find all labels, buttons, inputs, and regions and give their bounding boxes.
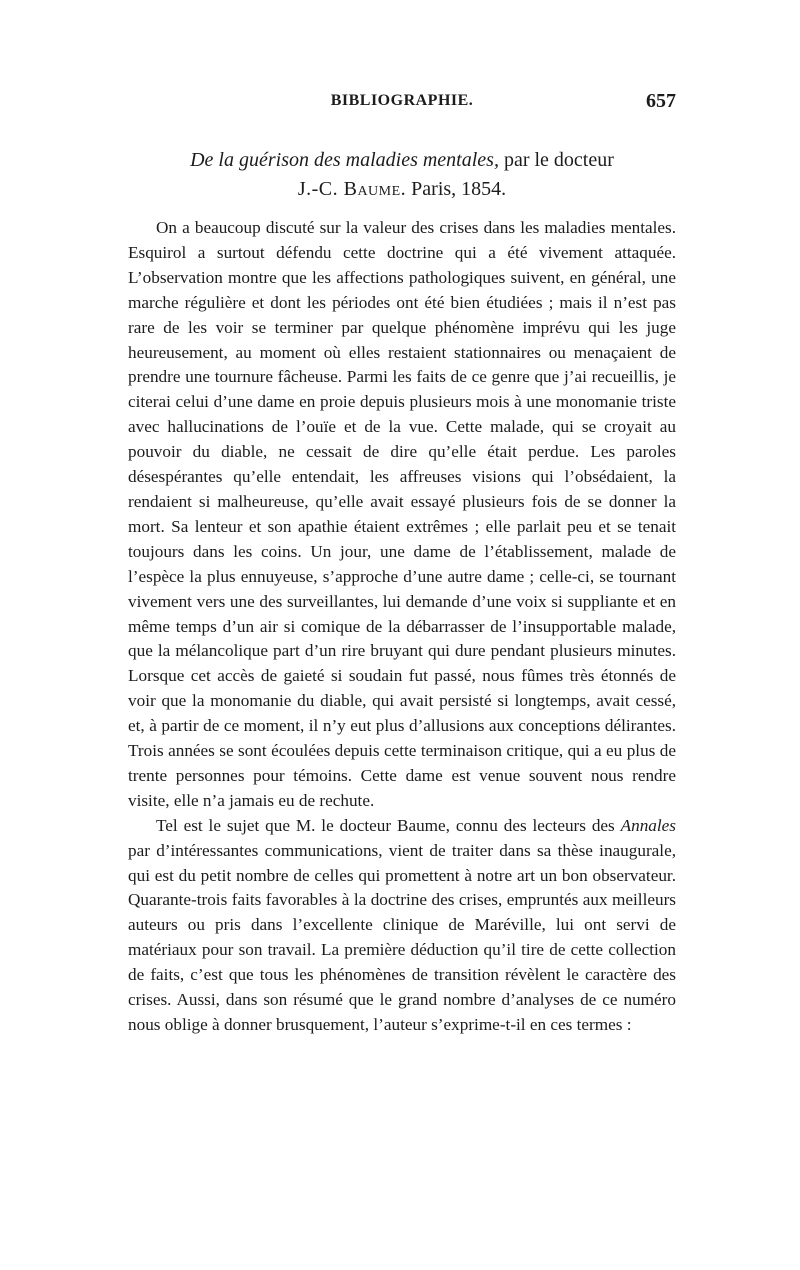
author-name: J.-C. Baume. bbox=[297, 178, 407, 200]
title-by: par le docteur bbox=[498, 149, 614, 171]
paragraph-2-start: Tel est le sujet que M. le docteur Baume, connu des lecteurs des bbox=[156, 815, 621, 835]
running-title: BIBLIOGRAPHIE. bbox=[330, 92, 474, 109]
running-head bbox=[128, 92, 676, 116]
journal-title: Annales bbox=[620, 815, 676, 835]
body-text bbox=[128, 216, 676, 1038]
page-number: 657 bbox=[646, 90, 676, 112]
paragraph-2-rest: par d’intéressantes communications, vient de traiter dans sa thèse inaugurale, qui est du petit nombre de celles qui promettent à notre art un bon observateur. Quarante-trois faits favorables à la doctrine des crises, empruntés aux meilleurs auteurs ou pris dans l’excellente clinique de Maréville, lui ont servi de matériaux pour son travail. La première déduction qu’il tire de cette collection de faits, c’est que tous les phénomènes de transition révèlent le caractère des crises. Aussi, dans son résumé que le grand nombre d’analyses de ce numéro nous oblige à donner brusquement, l’auteur s’exprime-t-il en ces termes : bbox=[128, 840, 676, 1034]
article-title bbox=[128, 146, 676, 204]
paragraph-2 bbox=[128, 814, 676, 1038]
publication-place-year: Paris, 1854. bbox=[406, 178, 507, 200]
paragraph-1: On a beaucoup discuté sur la valeur des crises dans les maladies mentales. Esquirol a surtout défendu cette doctrine qui a été vivement attaquée. L’observation montre que les affections pathologiques suivent, en général, une marche régulière et dont les périodes ont été bien étudiées ; mais il n’est pas rare de les voir se terminer par quelque phénomène imprévu qui les juge heureusement, au moment où elles restaient stationnaires ou menaçaient de prendre une tournure fâcheuse. Parmi les faits de ce genre que j’ai recueillis, je citerai celui d’une dame en proie depuis plusieurs mois à une monomanie triste avec hallucinations de l’ouïe et de la vue. Cette malade, qui se croyait au pouvoir du diable, ne cessait de dire qu’elle était perdue. Les paroles désespérantes qu’elle entendait, les affreuses visions qui l’obsédaient, la rendaient si malheureuse, qu’elle avait essayé plusieurs fois de se donner la mort. Sa lenteur et son apathie étaient extrêmes ; elle parlait peu et se tenait toujours dans les coins. Un jour, une dame de l’établissement, malade de l’espèce la plus ennuyeuse, s’approche d’une autre dame ; celle-ci, se tournant vivement vers une des surveillantes, lui demande d’une voix si suppliante et en même temps d’un air si comique de la débarrasser de l’insupportable malade, que la mélancolique part d’un rire bruyant qui dure pendant plusieurs minutes. Lorsque cet accès de gaieté si soudain fut passé, nous fûmes très étonnés de voir que la monomanie du diable, qui avait persisté si longtemps, avait cessé, et, à partir de ce moment, il n’y eut plus d’allusions aux conceptions délirantes. Trois années se sont écoulées depuis cette terminaison critique, qui a eu plus de trente personnes pour témoins. Cette dame est venue souvent nous rendre visite, elle n’a jamais eu de rechute. bbox=[128, 218, 676, 810]
book-title: De la guérison des maladies mentales, bbox=[190, 149, 499, 171]
